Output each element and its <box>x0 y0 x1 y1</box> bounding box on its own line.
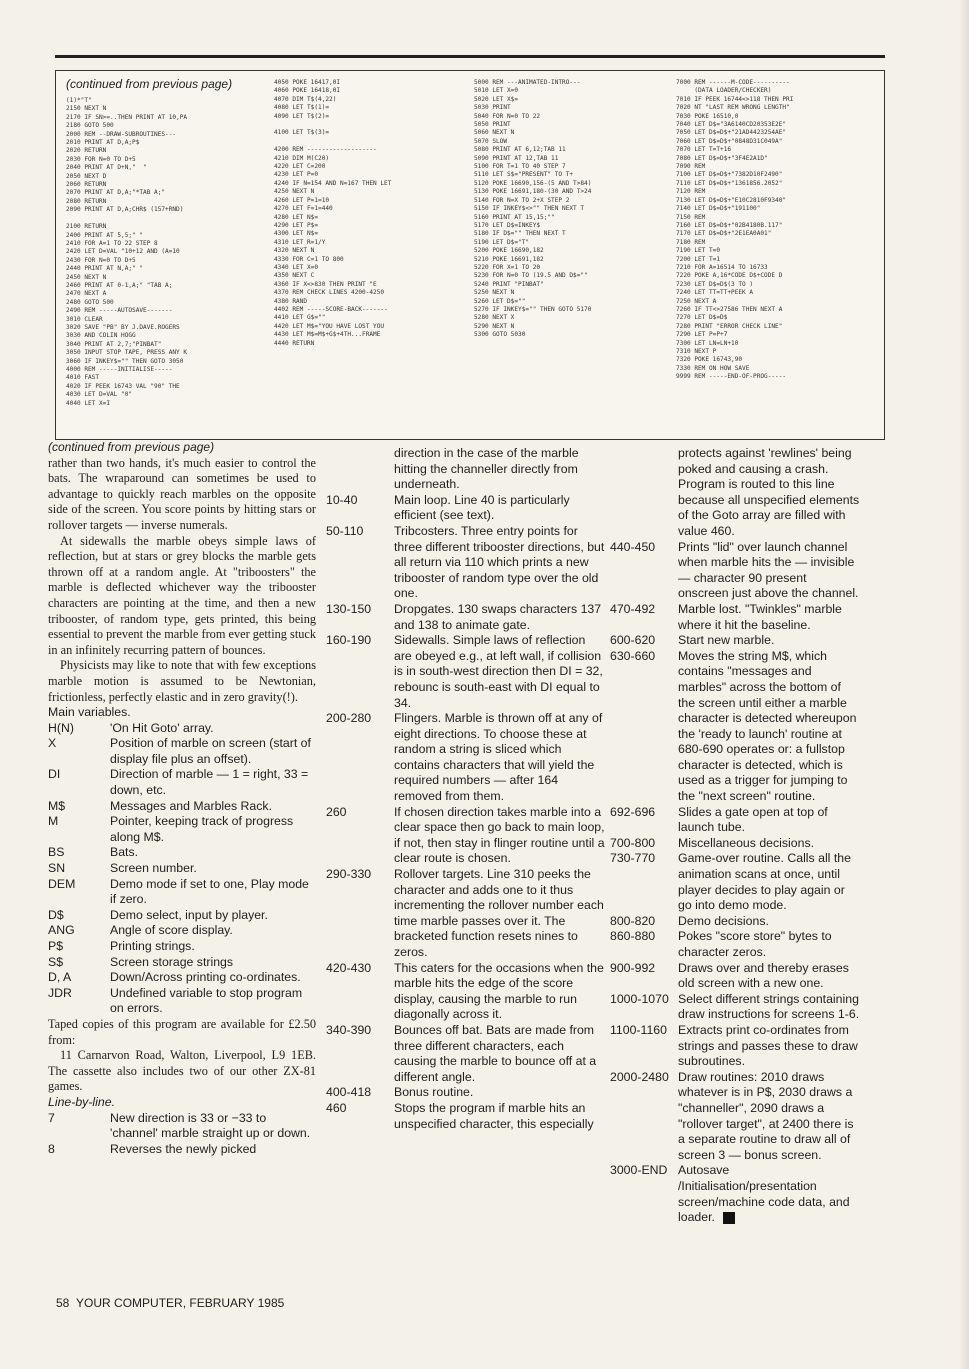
line-note-row-text: Draws over and thereby erases old screen with a new one. <box>678 960 849 991</box>
line-note-row-text: Flingers. Marble is thrown off at any of eight directions. To choose these at random a string is sliced which contains characters that will yield the required numbers — after 164 removed from them. <box>394 711 603 804</box>
line-note-row-text: Moves the string M$, which contains "messages and marbles" across the bottom of the screen until either a marble character is detected whereupon the 'ready to launch' routine at 680-690 operates or: a fullstop character is detected, which is used as a trigger for jumping to the "next screen" routine. <box>678 648 857 804</box>
line-note-row <box>610 992 860 1023</box>
variable-row <box>48 939 316 955</box>
variables-list <box>48 721 316 1017</box>
line-note-row-text: New direction is 33 or −33 to 'channel' marble straight up or down. <box>110 1110 311 1141</box>
variable-row-text: Screen number. <box>110 861 197 876</box>
listing-column-4: 7000 REM ------M-CODE---------- (DATA LOADER/CHECKER) 7010 IF PEEK 16744<>118 THEN PRI 7020 NT "LAST REM WRONG LENGTH" 7030 POKE 16510,0 7040 LET D$="3A6140CD20353E2E" 7050 LET D$=D$+"21AD4423254AE" 7060 LET D$=D$+"0848D31C049A" 7070 LET T=T+16 7080 LET D$=D$+"3F4E2A1D" 7090 REM 7100 LET D$=D$+"7382D10F2490" 7110 LET D$=D$+"1361856.2052" 7120 REM 7130 LET D$=D$+"E10C2810F9340" 7140 LET D$=D$+"191100" 7150 REM 7160 LET D$=D$+"02B4180B.117" 7170 LET D$=D$+"2E1EA0A01" 7180 REM 7190 LET T=0 7200 LET T=1 7210 FOR A=16514 TO 16733 7220 POKE A,16*CODE D$+CODE D 7230 LET D$=D$(3 TO ) 7240 LET TT=TT+PEEK A 7250 NEXT A 7260 IF TT<>27586 THEN NEXT A 7270 LET D$=D$ 7280 PRINT "ERROR CHECK LINE" 7290 LET P=P+7 7300 LET LN=LN+10 7310 NEXT P 7320 POKE 16743,90 7330 REM ON HOW SAVE 9999 REM -----END-OF-PROG----- <box>676 79 794 381</box>
line-note-row-text: Marble lost. "Twinkles" marble where it hit the baseline. <box>678 601 842 632</box>
page-footer <box>56 1296 284 1310</box>
line-note-row-text: Prints "lid" over launch channel when marble hits the — invisible — character 90 present onscreen just above the channel. <box>678 539 859 601</box>
line-note-row <box>610 929 860 960</box>
line-note-row <box>610 540 860 602</box>
variable-row-text: 'On Hit Goto' array. <box>110 720 214 735</box>
line-note-row <box>610 961 860 992</box>
line-note-row <box>326 446 606 493</box>
line-note-row-text: Extracts print co-ordinates from strings and passes these to draw subroutines. <box>678 1022 858 1069</box>
line-note-row <box>326 524 606 602</box>
line-note-row-key <box>326 446 394 493</box>
line-note-row <box>326 602 606 633</box>
line-note-row-key: 692-696 <box>610 804 656 819</box>
line-note-row <box>610 1163 860 1225</box>
line-notes-list <box>610 446 860 1226</box>
variable-row <box>48 814 316 845</box>
variable-row-key: DI <box>48 767 61 782</box>
program-listing <box>55 70 885 440</box>
line-note-row-key: 2000-2480 <box>610 1069 669 1084</box>
variable-row-text: Angle of score display. <box>110 923 233 938</box>
line-note-row-key: 8 <box>48 1141 55 1156</box>
line-note-row-key: 400-418 <box>326 1085 372 1100</box>
listing-column-3: 5000 REM ---ANIMATED-INTRO--- 5010 LET X=0 5020 LET X$= 5030 PRINT 5040 FOR N=0 TO 22 5050 PRINT 5060 NEXT N 5070 SLOW 5080 PRINT AT 6,12;TAB 11 5090 PRINT AT 12,TAB 11 5100 FOR T=1 TO 40 STEP 7 5110 LET S$="PRESENT" TO T+ 5120 POKE 16690,156-(5 AND T>84) 5130 POKE 16691,180-(30 AND T>24 5140 FOR N=X TO 2+X STEP 2 5150 IF INKEY$<>"" THEN NEXT T 5160 PRINT AT 15,15;"" 5170 LET D$=INKEY$ 5180 IF D$="" THEN NEXT T 5190 LET D$="T" 5200 POKE 16690,182 5210 POKE 16691,182 5220 FOR X=1 TO 20 5230 FOR N=0 TO (19.5 AND D$="" 5240 PRINT "PINBAT" 5250 NEXT N 5260 LET D$="" 5270 IF INKEY$="" THEN GOTO 5170 5280 NEXT X 5290 NEXT N 5300 GOTO 5030 <box>474 79 592 339</box>
line-note-row <box>610 1023 860 1070</box>
variable-row-key: DEM <box>48 876 76 891</box>
line-note-row <box>610 851 860 913</box>
line-note-row-key: 160-190 <box>326 633 372 648</box>
article-column-2 <box>326 446 606 1132</box>
line-by-line-heading: Line-by-line. <box>48 1094 115 1109</box>
variable-row-key: S$ <box>48 954 64 969</box>
line-note-row-text: Tribcosters. Three entry points for three different tribooster directions, but all return via 110 which prints a new tribooster of random type over the old one. <box>394 523 605 601</box>
paragraph: rather than two hands, it's much easier to control the bats. The wraparound can sometimes be used to advantage to quickly reach marbles on the opposite side of the screen. You score points by hitting stars or rollover targets — inverse numerals. <box>48 455 316 532</box>
variable-row-key: ANG <box>48 923 75 938</box>
line-note-row-key: 460 <box>326 1100 347 1115</box>
variable-row-text: Bats. <box>110 845 139 860</box>
line-note-row-key: 420-430 <box>326 960 372 975</box>
line-note-row-key: 800-820 <box>610 913 656 928</box>
line-note-row <box>326 1101 606 1132</box>
article-column-1 <box>48 440 316 1157</box>
top-rule <box>55 55 885 58</box>
line-note-row-key: 600-620 <box>610 633 656 648</box>
line-note-row-key: 50-110 <box>326 523 364 538</box>
line-note-row-text: Draw routines: 2010 draws whatever is in P$, 2030 draws a "channeller", 2090 draws a "rollover target", at 2400 there is a separate routine to draw all of screen 3 — bonus screen. <box>678 1069 854 1162</box>
variable-row-key: D$ <box>48 907 64 922</box>
variable-row-key: JDR <box>48 985 72 1000</box>
line-note-row-text: Game-over routine. Calls all the animation scans at once, until player decides to play again or go into demo mode. <box>678 851 851 913</box>
article-column-3 <box>610 446 860 1226</box>
variable-row <box>48 923 316 939</box>
variable-row-text: Direction of marble — 1 = right, 33 = down, etc. <box>110 767 309 798</box>
line-note-row-key: 7 <box>48 1110 55 1125</box>
line-note-row-key: 10-40 <box>326 492 358 507</box>
variable-row <box>48 736 316 767</box>
line-note-row <box>326 805 606 867</box>
line-note-row <box>48 1142 316 1158</box>
line-note-row-key: 260 <box>326 804 347 819</box>
line-note-row-text: Start new marble. <box>678 633 775 648</box>
line-note-row <box>326 961 606 1023</box>
line-note-row-text: Demo decisions. <box>678 913 769 928</box>
line-note-row-key: 1100-1160 <box>610 1022 667 1037</box>
variable-row <box>48 970 316 986</box>
line-note-row-text: If chosen direction takes marble into a clear space then go back to main loop, if not, then stay in flinger routine until a clear route is chosen. <box>394 804 605 866</box>
variable-row <box>48 986 316 1017</box>
variable-row-text: Demo mode if set to one, Play mode if zero. <box>110 876 309 907</box>
variable-row <box>48 721 316 737</box>
line-note-row-key: 1000-1070 <box>610 991 669 1006</box>
line-note-row <box>326 711 606 805</box>
variable-row <box>48 845 316 861</box>
line-note-row-text: Reverses the newly picked <box>110 1141 257 1156</box>
variable-row-text: Printing strings. <box>110 939 195 953</box>
line-note-row <box>610 633 860 649</box>
line-note-row-text: Sidewalls. Simple laws of reflection are obeyed e.g., at left wall, if collision is in south-west direction then DI = 32, rebounc is south-east with DI equal to 34. <box>394 633 603 710</box>
line-note-row-text: Select different strings containing draw instructions for screens 1-6. <box>678 991 860 1022</box>
line-note-row <box>326 867 606 961</box>
line-note-row <box>610 836 860 852</box>
line-notes-list <box>48 1111 316 1158</box>
line-note-row-text: Main loop. Line 40 is particularly efficient (see text). <box>394 492 570 523</box>
variable-row-key: M <box>48 814 59 829</box>
line-note-row-text: This caters for the occasions when the marble hits the edge of the score display, causing the marble to run diagonally across it. <box>394 960 604 1022</box>
line-note-row-text: Stops the program if marble hits an unspecified character, this especially <box>394 1100 594 1131</box>
line-note-row-key: 900-992 <box>610 960 656 975</box>
variable-row <box>48 767 316 798</box>
variables-title: Main variables. <box>48 705 131 720</box>
variable-row-text: Undefined variable to stop program on errors. <box>110 985 303 1016</box>
line-note-row <box>326 493 606 524</box>
line-note-row-key: 200-280 <box>326 711 372 726</box>
line-note-row-key: 440-450 <box>610 539 656 554</box>
line-note-row-key: 470-492 <box>610 601 656 616</box>
line-note-row-key <box>610 446 678 540</box>
line-note-row-key: 700-800 <box>610 835 656 850</box>
line-note-row <box>326 1023 606 1085</box>
listing-column-1: (1)*"T" 2150 NEXT N 2170 IF SN>=..THEN PRINT AT 10,PA 2180 GOTO 500 2000 REM --DRAW-SUBROUTINES--- 2010 PRINT AT D,A;P$ 2020 RETURN 2030 FOR N=0 TO D+5 2040 PRINT AT D+N," " 2050 NEXT D 2060 RETURN 2070 PRINT AT D,A;"*TAB A;" 2080 RETURN 2090 PRINT AT D,A;CHR$ (157+RND) 2100 RETURN 2400 PRINT AT 5,5;" " 2410 FOR A=1 TO 22 STEP 8 2420 LET D=VAL "10+12 AND (A=10 2430 FOR N=0 TO D+5 2440 PRINT AT N,A;" " 2450 NEXT N 2460 PRINT AT 0-1,A;" "TAB A; 2470 NEXT A 2480 GOTO 500 2490 REM -----AUTOSAVE------- 3010 CLEAR 3020 SAVE "PB" BY J.DAVE.ROGERS 3030 AND COLIN HOGG 3040 PRINT AT 2,7;"PINBAT" 3050 INPUT STOP TAPE, PRESS ANY K 3060 IF INKEY$="" THEN GOTO 3050 4000 REM -----INITIALISE----- 4010 FAST 4020 IF PEEK 16743 VAL "90" THE 4030 LET D=VAL "0" 4040 LET X=I <box>66 97 188 407</box>
line-note-row-text: Dropgates. 130 swaps characters 137 and 138 to animate gate. <box>394 601 602 632</box>
line-note-row-text: Slides a gate open at top of launch tube. <box>678 804 828 835</box>
listing-heading: (continued from previous page) <box>66 77 233 91</box>
line-note-row-key: 730-770 <box>610 851 656 866</box>
line-note-row-key: 340-390 <box>326 1022 372 1037</box>
variable-row-text: Screen storage strings <box>110 954 234 969</box>
paragraph: At sidewalls the marble obeys simple laws of reflection, but at stars or grey blocks the marble gets thrown off at a random angle. At "triboosters" the marble is deflected whichever way the tribooster characters are pointing at the time, and then a new tribooster, of random type, gets printed, this being essential to prevent the marble from ever getting stuck in an infinitely recurring pattern of bounces. <box>48 533 316 657</box>
variable-row <box>48 861 316 877</box>
line-note-row <box>610 649 860 805</box>
variable-row-key: H(N) <box>48 720 74 735</box>
publication-line: YOUR COMPUTER, FEBRUARY 1985 <box>76 1296 285 1310</box>
line-note-row-text: Rollover targets. Line 310 peeks the character and adds one to it thus incrementing the rollover number each time marble passes over it. The bracketed function resets nines to zeros. <box>394 867 604 959</box>
line-note-row <box>326 633 606 711</box>
variable-row-text: Messages and Marbles Rack. <box>110 798 272 813</box>
variable-row-text: Down/Across printing co-ordinates. <box>110 970 301 985</box>
line-note-row-text: direction in the case of the marble hitting the channeller directly from underneath. <box>394 446 579 492</box>
variable-row-text: Pointer, keeping track of progress along M$. <box>110 814 294 844</box>
paragraph: Physicists may like to note that with few exceptions marble motion is assumed to be Newtonian, frictionless, perfectly elastic and in zero gravity(!). <box>48 658 316 704</box>
line-note-row <box>610 602 860 633</box>
end-of-article-mark <box>723 1212 735 1224</box>
line-note-row <box>326 1085 606 1101</box>
line-note-row <box>610 446 860 540</box>
page-edge-shadow <box>959 0 969 1369</box>
line-note-row-key: 290-330 <box>326 867 372 882</box>
line-note-row <box>610 805 860 836</box>
line-notes-list <box>326 446 606 1132</box>
variable-row <box>48 908 316 924</box>
variable-row <box>48 877 316 908</box>
page-number: 58 <box>56 1296 70 1310</box>
listing-column-2: 4050 POKE 16417,0I 4060 POKE 16418,0I 4070 DIM T$(4,22) 4080 LET T$(1)= 4090 LET T$(2)= 4100 LET T$(3)= 4200 REM ------------------- 4210 DIM M(C20) 4220 LET C=200 4230 LET P=0 4240 IF N=154 AND N=167 THEN LET 4250 NEXT N 4260 LET P=1=10 4270 LET F=1=440 4280 LET N$= 4290 LET P$= 4300 LET N$= 4310 LET R=1/Y 4320 NEXT N 4330 FOR C=1 TO 800 4340 LET X=0 4350 NEXT C 4360 IF X<>830 THEN PRINT "E 4370 REM CHECK LINES 4200-4250 4380 RAND 4402 REM -----SCORE-BACK------- 4410 LET G$="" 4420 LET M$="YOU HAVE LOST YOU 4430 LET M$=M$+G$+4TH...FRAME 4440 RETURN <box>274 79 392 347</box>
variable-row-text: Demo select, input by player. <box>110 907 268 922</box>
variable-row-key: X <box>48 736 57 751</box>
line-note-row <box>48 1111 316 1142</box>
line-note-row-text: Autosave /Initialisation/presentation screen/machine code data, and loader. <box>678 1163 850 1225</box>
variable-row-text: Position of marble on screen (start of display file plus an offset). <box>110 736 311 766</box>
variable-row <box>48 799 316 815</box>
line-note-row <box>610 914 860 930</box>
variable-row-key: M$ <box>48 798 66 813</box>
variable-row-key: BS <box>48 845 65 860</box>
variable-row-key: P$ <box>48 939 64 953</box>
variable-row-key: SN <box>48 861 66 876</box>
line-note-row-text: Bonus routine. <box>394 1085 474 1100</box>
line-note-row-key: 860-880 <box>610 929 656 944</box>
line-note-row-text: Miscellaneous decisions. <box>678 835 815 850</box>
line-note-row <box>610 1070 860 1164</box>
line-note-row-key: 630-660 <box>610 648 656 663</box>
variable-row <box>48 955 316 971</box>
address: 11 Carnarvon Road, Walton, Liverpool, L9 1EB. The cassette also includes two of our other ZX-81 games. <box>48 1048 316 1094</box>
line-note-row-text: Bounces off bat. Bats are made from three different characters, each causing the marble to bounce off at a different angle. <box>394 1022 597 1084</box>
line-note-row-text: Pokes "score store" bytes to character zeros. <box>678 929 832 959</box>
variable-row-key: D, A <box>48 970 72 985</box>
line-note-row-text: protects against 'rewlines' being poked and causing a crash. Program is routed to this line because all unspecified elements of the Goto array are filled with value 460. <box>678 446 860 538</box>
line-note-row-key: 130-150 <box>326 601 372 616</box>
continued-label: (continued from previous page) <box>48 440 215 454</box>
taped-copies-note: Taped copies of this program are available for £2.50 from: <box>48 1016 316 1047</box>
line-note-row-key: 3000-END <box>610 1163 668 1178</box>
